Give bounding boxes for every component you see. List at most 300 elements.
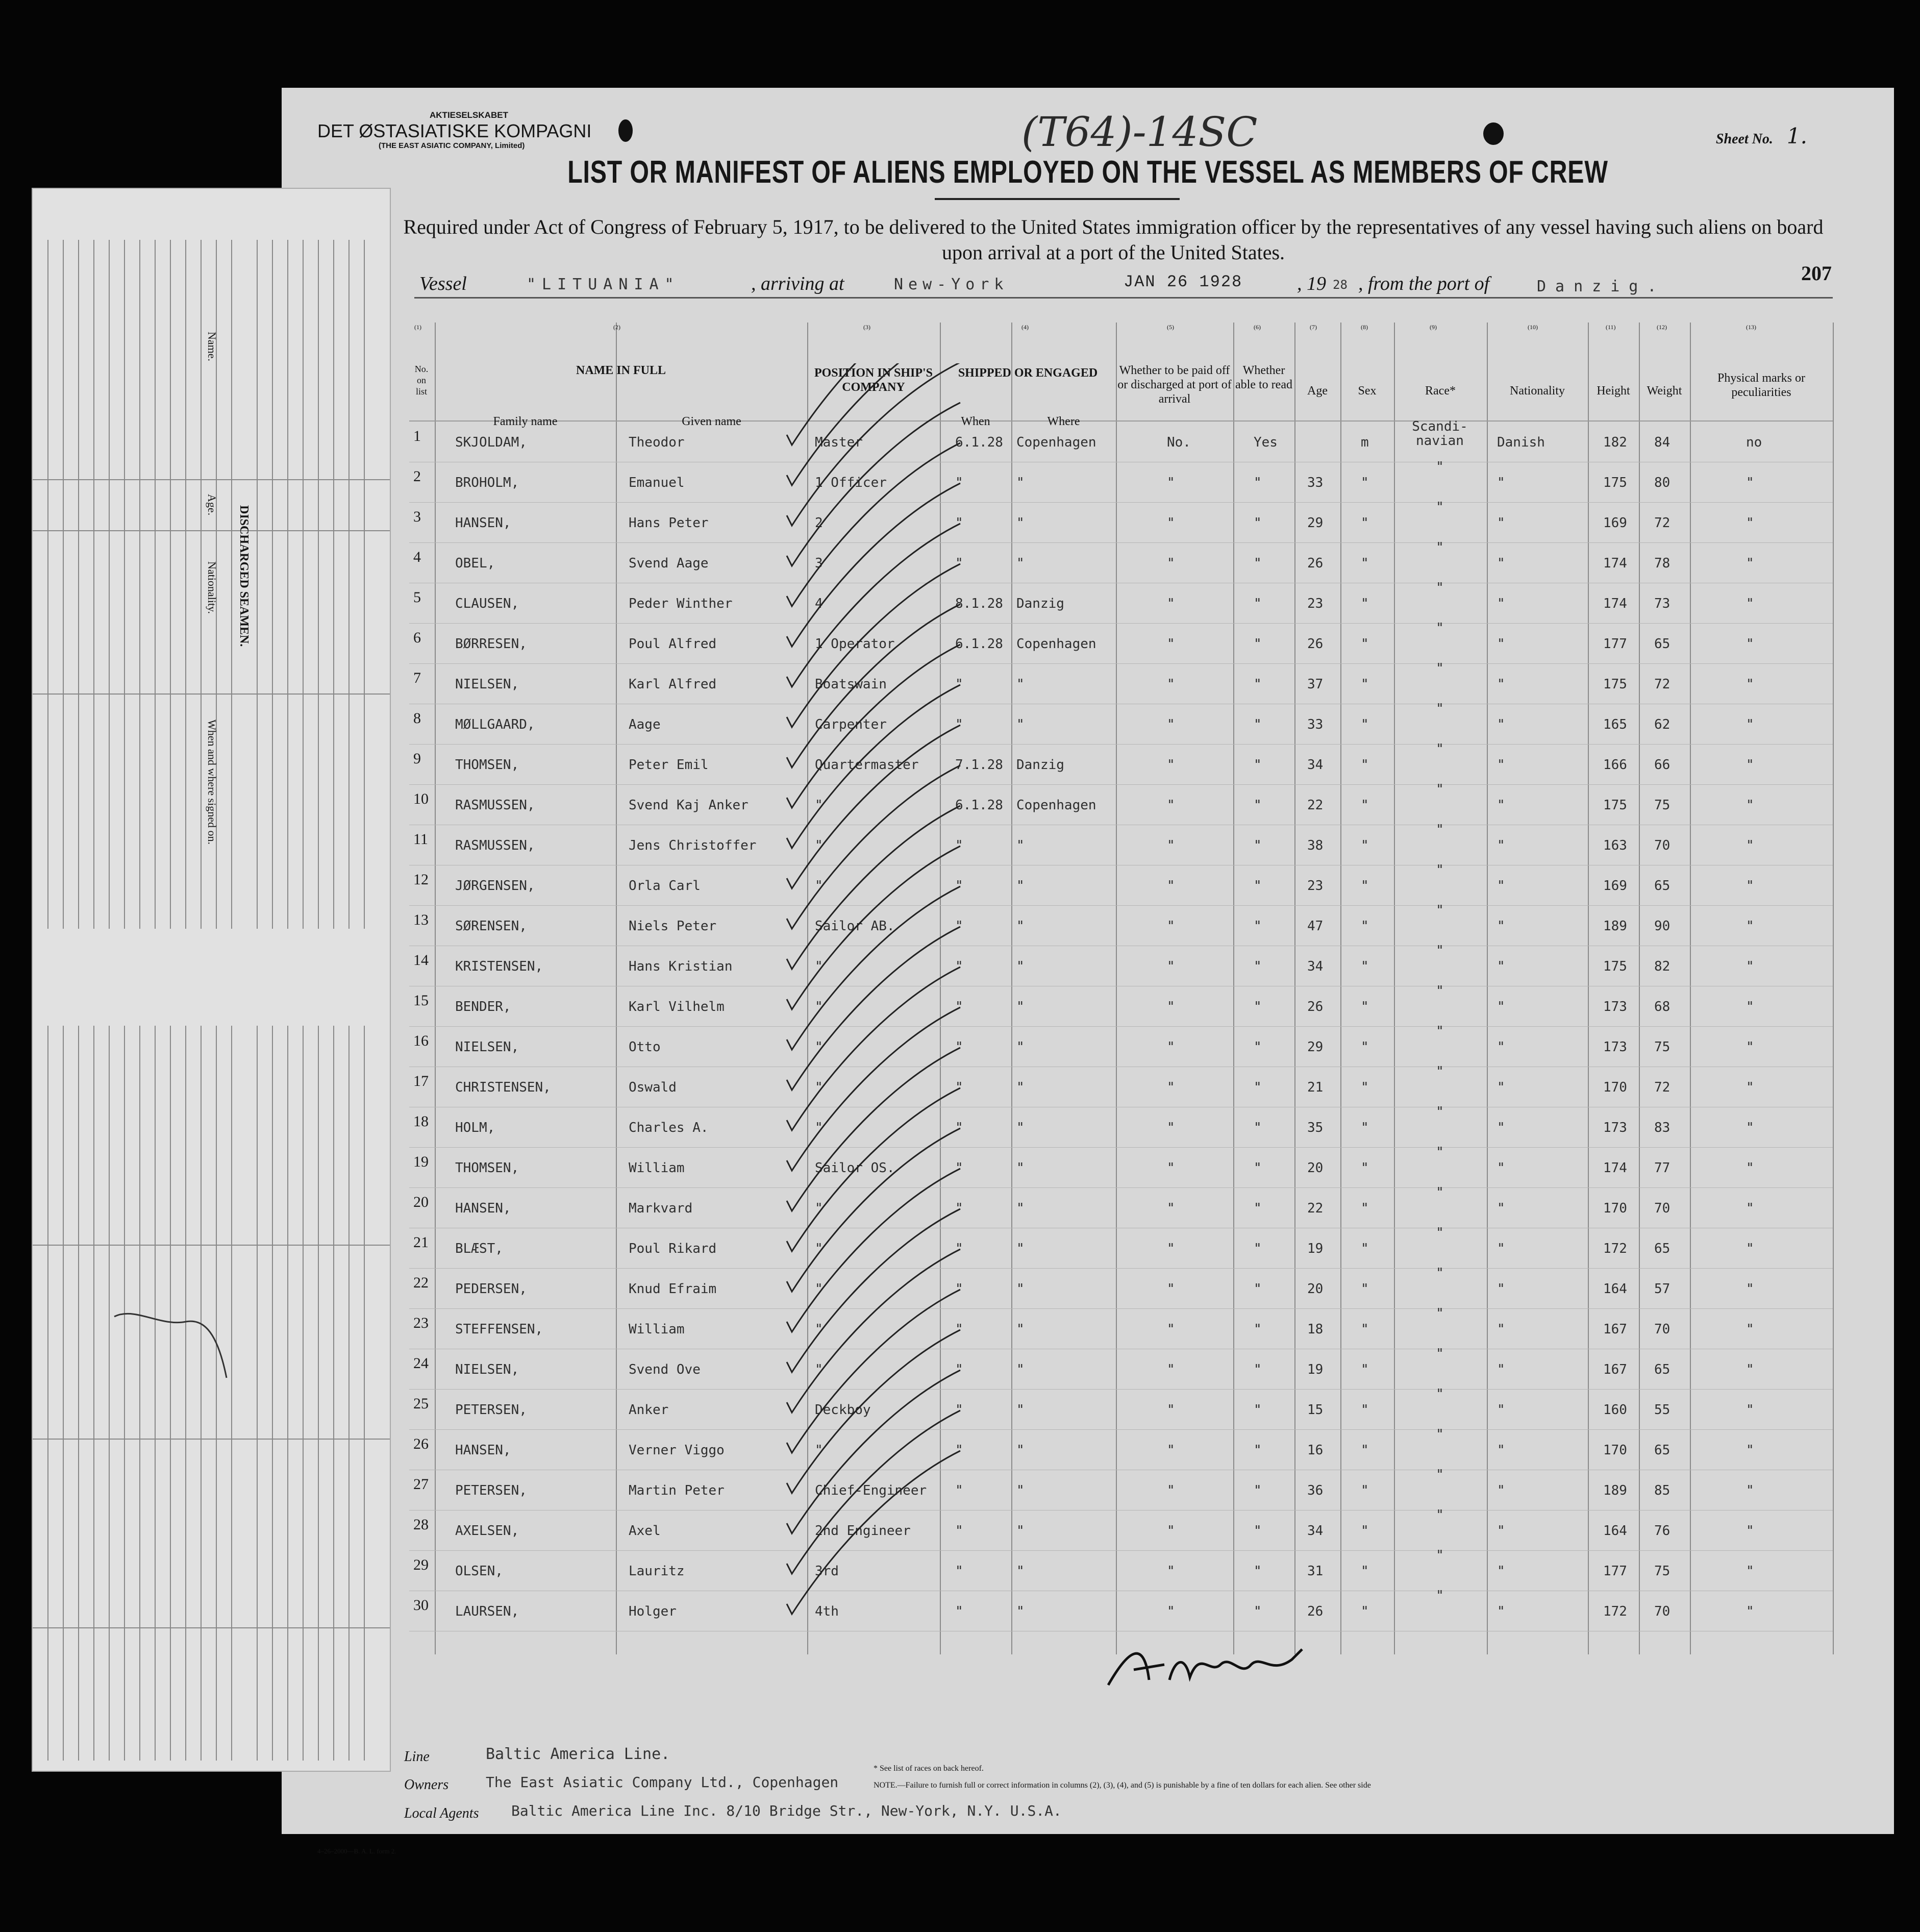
physical-marks: no (1746, 435, 1762, 450)
family-name: THOMSEN, (455, 757, 519, 773)
given-name: Anker (629, 1402, 669, 1418)
check-mark (787, 1088, 960, 1251)
row-number: 20 (413, 1194, 429, 1210)
check-mark (787, 685, 960, 848)
position: Sailor OS. (815, 1160, 895, 1176)
race: " (1436, 822, 1444, 837)
shipped-where: " (1016, 475, 1025, 490)
able-to-read: " (1254, 717, 1262, 732)
company-name: DET ØSTASIATISKE KOMPAGNI (317, 120, 592, 141)
family-name: MØLLGAARD, (455, 717, 535, 732)
paid-off: " (1167, 838, 1175, 853)
row-number: 6 (413, 629, 421, 646)
able-to-read: " (1254, 959, 1262, 974)
discharged-seamen-overlay (32, 188, 391, 1772)
height: 169 (1603, 515, 1627, 531)
shipped-when: " (955, 838, 963, 853)
shipped-when: " (955, 1160, 963, 1176)
able-to-read: " (1254, 1241, 1262, 1256)
family-name: JØRGENSEN, (455, 878, 535, 894)
height: 189 (1603, 1483, 1627, 1498)
paid-off: " (1167, 919, 1175, 934)
manifest-sheet (282, 88, 1894, 1855)
family-name: BLÆST, (455, 1241, 503, 1256)
sex: " (1361, 838, 1369, 853)
check-mark (787, 363, 960, 485)
header-able-to-read: Whether able to read (1235, 364, 1292, 391)
shipped-where: " (1016, 1402, 1025, 1418)
height: 173 (1603, 999, 1627, 1014)
header-where: Where (1047, 415, 1080, 428)
position: 4th (815, 1604, 839, 1619)
sex: " (1361, 1241, 1369, 1256)
given-name: Otto (629, 1039, 661, 1055)
height: 182 (1603, 435, 1627, 450)
subtitle: Required under Act of Congress of February 5, 1917, to be delivered to the United States immigration officer by the representatives of any vessel having such aliens on board upon arrival at a port of the United States. (403, 215, 1824, 264)
line-label: Line (404, 1749, 430, 1765)
shipped-when: " (955, 1201, 963, 1216)
agents-label: Local Agents (404, 1805, 479, 1821)
able-to-read: " (1254, 1604, 1262, 1619)
shipped-where: Danzig (1016, 596, 1064, 611)
fine-note: NOTE.—Failure to furnish full or correct information in columns (2), (3), (4), and (5) is punishable by a fine of ten dollars for each alien. See other side (874, 1781, 1371, 1790)
shipped-when: 6.1.28 (955, 435, 1003, 450)
race: " (1436, 1064, 1444, 1079)
race: " (1436, 1185, 1444, 1200)
header-name-in-full: NAME IN FULL (576, 364, 666, 377)
shipped-where: Copenhagen (1016, 798, 1096, 813)
height: 169 (1603, 878, 1627, 894)
age: 23 (1307, 596, 1324, 611)
shipped-when: " (955, 1564, 963, 1579)
given-name: Aage (629, 717, 661, 732)
paid-off: " (1167, 1201, 1175, 1216)
row-number: 2 (413, 468, 421, 485)
column-rule (616, 323, 617, 1654)
shipped-where: " (1016, 878, 1025, 894)
physical-marks: " (1746, 636, 1754, 652)
sheet-number-label: Sheet No. (1715, 131, 1773, 147)
sex: " (1361, 1523, 1369, 1539)
able-to-read: " (1254, 1523, 1262, 1539)
able-to-read: " (1254, 596, 1262, 611)
column-rule (1394, 323, 1395, 1654)
given-name: Axel (629, 1523, 661, 1539)
race: " (1436, 741, 1444, 757)
physical-marks: " (1746, 1604, 1754, 1619)
race: " (1436, 1346, 1444, 1361)
shipped-where: " (1016, 1160, 1025, 1176)
physical-marks: " (1746, 1241, 1754, 1256)
sex: " (1361, 596, 1369, 611)
age: 21 (1307, 1080, 1324, 1095)
able-to-read: " (1254, 919, 1262, 934)
overlay-grid-top (33, 189, 390, 1051)
position: " (815, 1120, 823, 1135)
weight: 65 (1654, 636, 1670, 652)
sex: " (1361, 1564, 1369, 1579)
row-number: 1 (413, 428, 421, 444)
column-number: (7) (1310, 324, 1317, 331)
check-mark (787, 1290, 960, 1453)
physical-marks: " (1746, 878, 1754, 894)
height: 174 (1603, 596, 1627, 611)
sex: " (1361, 1402, 1369, 1418)
race: " (1436, 1104, 1444, 1120)
able-to-read: Yes (1254, 435, 1278, 450)
height: 172 (1603, 1604, 1627, 1619)
nationality: " (1497, 556, 1505, 571)
row-number: 8 (413, 710, 421, 727)
nationality: " (1497, 919, 1505, 934)
age: 16 (1307, 1443, 1324, 1458)
nationality: " (1497, 1241, 1505, 1256)
weight: 73 (1654, 596, 1670, 611)
company-small: AKTIESELSKABET (430, 110, 508, 120)
race: " (1436, 661, 1444, 676)
overlay-grid-bottom (33, 1021, 390, 1766)
family-name: NIELSEN, (455, 1362, 519, 1377)
physical-marks: " (1746, 838, 1754, 853)
given-name: Martin Peter (629, 1483, 725, 1498)
position: 2 (815, 515, 823, 531)
sex: " (1361, 1201, 1369, 1216)
weight: 75 (1654, 798, 1670, 813)
weight: 77 (1654, 1160, 1670, 1176)
header-physical-marks: Physical marks or peculiarities (1717, 371, 1805, 399)
race: " (1436, 1588, 1444, 1603)
header-no-on-list: No. on list (414, 364, 429, 397)
nationality: " (1497, 838, 1505, 853)
height: 172 (1603, 1241, 1627, 1256)
check-mark (787, 483, 960, 647)
physical-marks: " (1746, 1120, 1754, 1135)
position: Sailor AB. (815, 919, 895, 934)
paid-off: " (1167, 878, 1175, 894)
shipped-when: " (955, 1483, 963, 1498)
nationality: " (1497, 798, 1505, 813)
header-weight: Weight (1647, 384, 1682, 398)
paid-off: " (1167, 475, 1175, 490)
shipped-where: " (1016, 1443, 1025, 1458)
paid-off: " (1167, 515, 1175, 531)
family-name: HANSEN, (455, 1443, 511, 1458)
age: 18 (1307, 1322, 1324, 1337)
overlay-nationality-header: Nationality. (206, 561, 218, 614)
weight: 78 (1654, 556, 1670, 571)
family-name: OLSEN, (455, 1564, 503, 1579)
nationality: " (1497, 636, 1505, 652)
race: " (1436, 943, 1444, 958)
nationality: " (1497, 596, 1505, 611)
owners-label: Owners (404, 1777, 449, 1793)
column-rule (1833, 323, 1834, 1654)
family-name: HANSEN, (455, 515, 511, 531)
able-to-read: " (1254, 1564, 1262, 1579)
physical-marks: " (1746, 1039, 1754, 1055)
sex: " (1361, 919, 1369, 934)
row-number: 9 (413, 750, 421, 767)
paid-off: " (1167, 757, 1175, 773)
paid-off: " (1167, 1402, 1175, 1418)
paid-off: " (1167, 1322, 1175, 1337)
given-name: Oswald (629, 1080, 677, 1095)
given-name: William (629, 1322, 685, 1337)
column-number: (3) (863, 324, 870, 331)
able-to-read: " (1254, 1160, 1262, 1176)
age: 23 (1307, 878, 1324, 894)
family-name: LAURSEN, (455, 1604, 519, 1619)
shipped-when: " (955, 1604, 963, 1619)
shipped-when: " (955, 1080, 963, 1095)
nationality: " (1497, 1564, 1505, 1579)
family-name: PEDERSEN, (455, 1281, 527, 1297)
nationality: " (1497, 757, 1505, 773)
family-name: RASMUSSEN, (455, 838, 535, 853)
position: Deckboy (815, 1402, 871, 1418)
sex: " (1361, 1443, 1369, 1458)
check-mark (787, 1451, 960, 1614)
date-stamp: JAN 26 1928 (1124, 273, 1243, 291)
weight: 83 (1654, 1120, 1670, 1135)
able-to-read: " (1254, 878, 1262, 894)
age: 33 (1307, 475, 1324, 490)
given-name: Karl Alfred (629, 677, 717, 692)
shipped-when: " (955, 1241, 963, 1256)
nationality: " (1497, 1080, 1505, 1095)
sex: " (1361, 677, 1369, 692)
weight: 85 (1654, 1483, 1670, 1498)
able-to-read: " (1254, 1322, 1262, 1337)
weight: 55 (1654, 1402, 1670, 1418)
paid-off: " (1167, 1241, 1175, 1256)
physical-marks: " (1746, 1523, 1754, 1539)
given-name: Svend Aage (629, 556, 709, 571)
paid-off: " (1167, 1039, 1175, 1055)
family-name: KRISTENSEN, (455, 959, 543, 974)
paid-off: " (1167, 1362, 1175, 1377)
column-number: (13) (1746, 324, 1756, 331)
nationality: " (1497, 1160, 1505, 1176)
header-given-name: Given name (682, 415, 741, 428)
check-mark (787, 1007, 960, 1171)
physical-marks: " (1746, 475, 1754, 490)
nationality: " (1497, 999, 1505, 1014)
position: " (815, 838, 823, 853)
family-name: PETERSEN, (455, 1402, 527, 1418)
physical-marks: " (1746, 1322, 1754, 1337)
position: " (815, 1362, 823, 1377)
age: 15 (1307, 1402, 1324, 1418)
race: " (1436, 862, 1444, 878)
check-mark (787, 524, 960, 687)
weight: 75 (1654, 1039, 1670, 1055)
row-number: 26 (413, 1435, 429, 1452)
shipped-where: " (1016, 999, 1025, 1014)
given-name: Hans Peter (629, 515, 709, 531)
row-number: 23 (413, 1315, 429, 1331)
height: 170 (1603, 1201, 1627, 1216)
header-position: POSITION IN SHIP'S COMPANY (814, 366, 933, 394)
position: " (815, 1443, 823, 1458)
check-mark (787, 1128, 960, 1292)
shipped-when: " (955, 677, 963, 692)
header-race: Race* (1425, 384, 1456, 398)
nationality: " (1497, 1483, 1505, 1498)
sex: " (1361, 1483, 1369, 1498)
family-name: SØRENSEN, (455, 919, 527, 934)
check-mark (787, 1048, 960, 1211)
given-name: Karl Vilhelm (629, 999, 725, 1014)
weight: 65 (1654, 1443, 1670, 1458)
sheet-number (1716, 123, 1807, 148)
shipped-when: " (955, 1281, 963, 1297)
column-number: (12) (1657, 324, 1667, 331)
race: " (1436, 782, 1444, 797)
check-mark (787, 886, 960, 1050)
position: Carpenter (815, 717, 887, 732)
position: " (815, 999, 823, 1014)
given-name: Svend Ove (629, 1362, 701, 1377)
age: 26 (1307, 556, 1324, 571)
able-to-read: " (1254, 1362, 1262, 1377)
vessel-name: "LITUANIA" (527, 276, 680, 293)
physical-marks: " (1746, 1362, 1754, 1377)
family-name: BØRRESEN, (455, 636, 527, 652)
able-to-read: " (1254, 636, 1262, 652)
age: 22 (1307, 1201, 1324, 1216)
row-number: 30 (413, 1597, 429, 1614)
family-name: OBEL, (455, 556, 495, 571)
family-name: STEFFENSEN, (455, 1322, 543, 1337)
paid-off: " (1167, 798, 1175, 813)
paid-off: " (1167, 596, 1175, 611)
shipped-when: " (955, 1322, 963, 1337)
age: 29 (1307, 1039, 1324, 1055)
row-number: 27 (413, 1476, 429, 1493)
position: " (815, 1281, 823, 1297)
physical-marks: " (1746, 1281, 1754, 1297)
height: 177 (1603, 1564, 1627, 1579)
position: Quartermaster (815, 757, 919, 773)
nationality: " (1497, 1443, 1505, 1458)
from-label: , from the port of (1358, 273, 1490, 294)
age: 22 (1307, 798, 1324, 813)
row-number: 4 (413, 549, 421, 565)
height: 164 (1603, 1281, 1627, 1297)
header-when: When (961, 415, 990, 428)
physical-marks: " (1746, 515, 1754, 531)
shipped-where: " (1016, 1523, 1025, 1539)
given-name: Jens Christoffer (629, 838, 757, 853)
able-to-read: " (1254, 1039, 1262, 1055)
shipped-where: " (1016, 1201, 1025, 1216)
check-mark (787, 1410, 960, 1574)
nationality: " (1497, 1281, 1505, 1297)
shipped-where: " (1016, 1564, 1025, 1579)
height: 165 (1603, 717, 1627, 732)
given-name: Peder Winther (629, 596, 733, 611)
weight: 80 (1654, 475, 1670, 490)
sex: " (1361, 878, 1369, 894)
row-number: 18 (413, 1113, 429, 1130)
sex: " (1361, 1281, 1369, 1297)
column-number: (10) (1528, 324, 1538, 331)
age: 19 (1307, 1362, 1324, 1377)
sex: " (1361, 636, 1369, 652)
sex: " (1361, 1604, 1369, 1619)
nationality: " (1497, 1523, 1505, 1539)
check-mark (787, 725, 960, 888)
given-name: Niels Peter (629, 919, 717, 934)
manifest-number: 207 (1801, 262, 1832, 285)
row-number: 21 (413, 1234, 429, 1251)
sex: " (1361, 556, 1369, 571)
position: " (815, 1039, 823, 1055)
family-name: HANSEN, (455, 1201, 511, 1216)
position: Chief-Engineer (815, 1483, 927, 1498)
nationality: " (1497, 1120, 1505, 1135)
sex: " (1361, 475, 1369, 490)
able-to-read: " (1254, 475, 1262, 490)
physical-marks: " (1746, 596, 1754, 611)
physical-marks: " (1746, 556, 1754, 571)
shipped-when: 6.1.28 (955, 636, 1003, 652)
header-height: Height (1597, 384, 1630, 398)
shipped-when: " (955, 1443, 963, 1458)
weight: 75 (1654, 1564, 1670, 1579)
row-number: 19 (413, 1153, 429, 1170)
weight: 70 (1654, 1322, 1670, 1337)
sex: " (1361, 798, 1369, 813)
sheet-number-value: 1. (1786, 123, 1807, 148)
row-number: 24 (413, 1355, 429, 1372)
from-port: Danzig. (1537, 278, 1666, 295)
check-mark (787, 443, 960, 606)
race: " (1436, 701, 1444, 716)
sex: " (1361, 515, 1369, 531)
agents-value: Baltic America Line Inc. 8/10 Bridge Str., New-York, N.Y. U.S.A. (511, 1802, 1062, 1819)
row-number: 12 (413, 871, 429, 888)
sex: " (1361, 959, 1369, 974)
overlay-title: DISCHARGED SEAMEN. (237, 505, 251, 647)
able-to-read: " (1254, 1402, 1262, 1418)
position: Master (815, 435, 863, 450)
given-name: Peter Emil (629, 757, 709, 773)
physical-marks: " (1746, 1564, 1754, 1579)
row-number: 14 (413, 952, 429, 969)
paid-off: " (1167, 1604, 1175, 1619)
race: " (1436, 1024, 1444, 1039)
family-name: HOLM, (455, 1120, 495, 1135)
able-to-read: " (1254, 838, 1262, 853)
paid-off: " (1167, 1564, 1175, 1579)
race: " (1436, 621, 1444, 636)
weight: 57 (1654, 1281, 1670, 1297)
age: 34 (1307, 959, 1324, 974)
paid-off: No. (1167, 435, 1191, 450)
sex: " (1361, 1160, 1369, 1176)
weight: 65 (1654, 1362, 1670, 1377)
age: 33 (1307, 717, 1324, 732)
physical-marks: " (1746, 1160, 1754, 1176)
position: 2nd Engineer (815, 1523, 911, 1539)
position: " (815, 798, 823, 813)
nationality: " (1497, 1402, 1505, 1418)
able-to-read: " (1254, 1443, 1262, 1458)
race: " (1436, 903, 1444, 918)
race: " (1436, 1427, 1444, 1442)
